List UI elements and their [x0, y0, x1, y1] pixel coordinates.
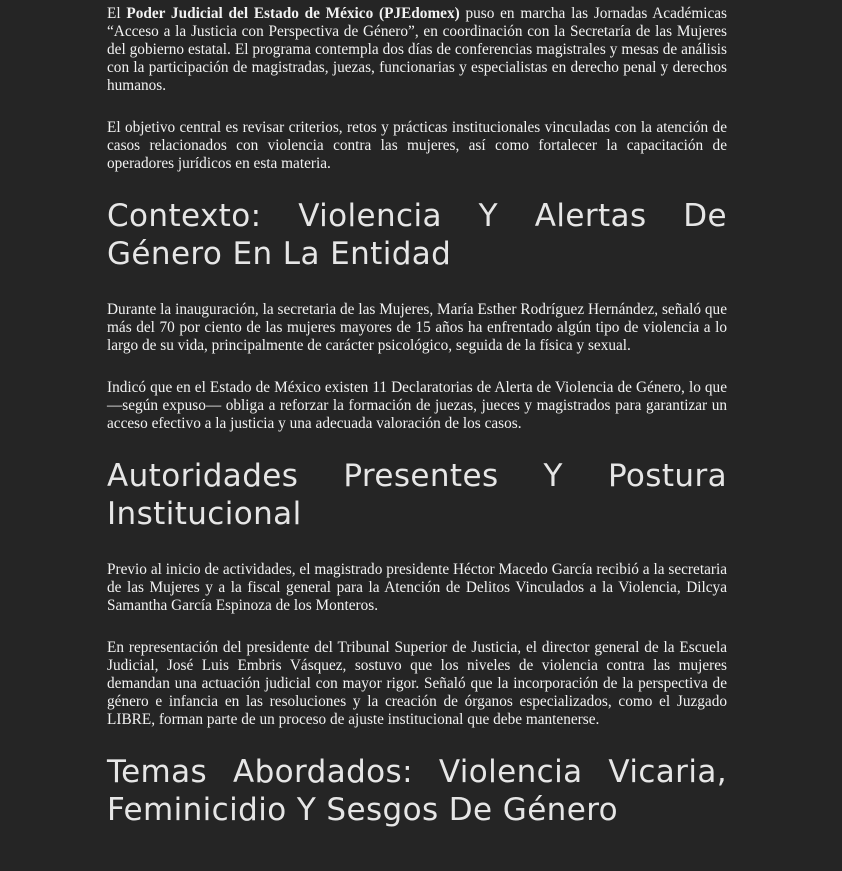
authorities-paragraph-1: Previo al inicio de actividades, el magistrado presidente Héctor Macedo García recibió a la secretaria de las Mujeres y a la fiscal general para la Atención de Delitos Vinculados a la Violencia, Dilcya Samantha García Espinoza de los Monteros. — [107, 561, 727, 614]
intro-text-start: El — [107, 5, 127, 22]
intro-text-rest: puso en marcha las Jornadas Académicas “Acceso a la Justicia con Perspectiva de Género”, en coordinación con la Secretaría de las Mujeres del gobierno estatal. El programa contempla dos días de conferencias magistrales y mesas de análisis con la participación de magistradas, juezas, funcionarias y especialistas en derecho penal y derechos humanos. — [107, 5, 728, 94]
context-paragraph-2: Indicó que en el Estado de México existen 11 Declaratorias de Alerta de Violencia de Género, lo que —según expuso— obliga a reforzar la formación de juezas, jueces y magistrados para garantizar un acceso efectivo a la justicia y una adecuada valoración de los casos. — [107, 379, 727, 432]
context-paragraph-1: Durante la inauguración, la secretaria de las Mujeres, María Esther Rodríguez Hernández, señaló que más del 70 por ciento de las mujeres mayores de 15 años ha enfrentado algún tipo de violencia a lo largo de su vida, principalmente de carácter psicológico, seguida de la física y sexual. — [107, 301, 727, 354]
article-body — [107, 5, 727, 857]
objective-paragraph: El objetivo central es revisar criterios, retos y prácticas institucionales vinculadas con la atención de casos relacionados con violencia contra las mujeres, así como fortalecer la capacitación de operadores jurídicos en esta materia. — [107, 119, 727, 172]
section-heading-authorities: Autoridades Presentes Y Postura Institucional — [107, 458, 727, 532]
intro-paragraph — [107, 5, 727, 95]
section-heading-topics: Temas Abordados: Violencia Vicaria, Feminicidio Y Sesgos De Género — [107, 754, 727, 828]
section-heading-context: Contexto: Violencia Y Alertas De Género En La Entidad — [107, 198, 727, 272]
intro-bold-entity: Poder Judicial del Estado de México (PJEdomex) — [126, 5, 460, 22]
authorities-paragraph-2: En representación del presidente del Tribunal Superior de Justicia, el director general de la Escuela Judicial, José Luis Embris Vásquez, sostuvo que los niveles de violencia contra las mujeres demandan una actuación judicial con mayor rigor. Señaló que la incorporación de la perspectiva de género e infancia en las resoluciones y la creación de órganos especializados, como el Juzgado LIBRE, forman parte de un proceso de ajuste institucional que debe mantenerse. — [107, 639, 727, 728]
